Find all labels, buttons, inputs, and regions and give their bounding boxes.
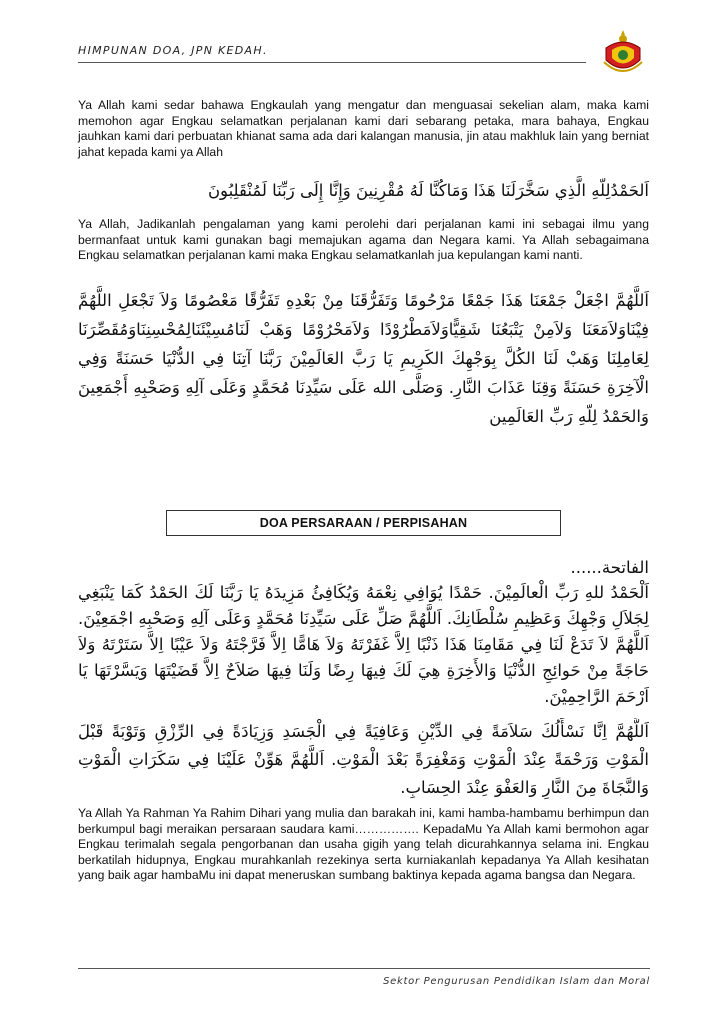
footer-divider	[78, 968, 650, 969]
farewell-prayer-arabic: اَلْحَمْدُ للهِ رَبِّ الْعالَمِيْنَ. حَمْدًا يُوَافِي نِعْمَهُ وَيُكَافِئُ مَزِيدَهُ يَا رَبَّنَا لَكَ الحَمْدُ كَمَا يَنْبَغِي لِجَلاَلِ وَجْهِكَ وَعَظِيمِ سُلْطَانِكَ. اَللَّهُمَّ صَلِّ عَلَى سَيِّدِنَا مُحَمَّدٍ وَعَلَى آلِهِ وَصَحْبِهِ اجْمَعِيْنَ. اَللَّهُمَّ لاَ تَدَعْ لَنَا فِي مَقَامِنَا هَذَا ذَنْبًا اِلاَّ غَفَرْتَهُ وَلاَ هَامًّا اِلاَّ فَرَّجْتَهُ وَلاَ عَيْبًا اِلاَّ سَتَرْتَهُ وَلاَ حَاجَةً مِنْ حَوائِجِ الدُّنْيَا وَالأَخِرَةِ هِيَ لَكَ فِيهَا رِضًا وَلَنَا فِيهَا صَلاَحٌ اِلاَّ قَضَيْتَهَا وَيَسَّرْتَهَا يَا اَرْحَمَ الرَّاحِمِيْنَ.	[78, 583, 649, 706]
header-divider	[78, 62, 586, 63]
document-header-title: HIMPUNAN DOA, JPN KEDAH.	[78, 44, 268, 57]
farewell-section-heading: DOA PERSARAAN / PERPISAHAN	[166, 510, 561, 536]
journey-prayer-arabic: اَللَّهُمَّ اجْعَلْ جَمْعَنَا هَذَا جَمْعًا مَرْحُومًا وَتَفَرُّقَنَا مِنْ بَعْدِهِ تَفَرُّقًا مَعْصُومًا وَلاَ تَجْعَلِ اللَّهُمَّ فِيْنَاوَلاَمَعَنَا وَلاَمِنْ يَتْبَعُنَا شَقِيًّاوَلاَمَطْرُوْدًا وَلاَمَحْرُوْمًا وَهَبْ لَنَامُسِيْئَنَالِمُحْسِنِنَاوَمُقَصِّرَنَا لِعَامِلِنَا وَهَبْ لَنَا الكُلَّ بِوَجْهِكَ الكَرِيمِ يَا رَبَّ العَالَمِيْنَ رَبَّنَا آتِنَا فِي الدُّنْيَا حَسَنَةً وَفِي الْآخِرَةِ حَسَنَةً وَقِنَا عَذَابَ النَّارِ. وَصَلَّى الله عَلَى سَيِّدِنَا مُحَمَّدٍ وَعَلَى آلِهِ وَصَحْبِهِ أَجْمَعِينَ وَالحَمْدُ لِلّهِ رَبِّ العَالَمِين	[78, 291, 649, 426]
footer-sector-name: Sektor Pengurusan Pendidikan Islam dan Moral	[383, 976, 650, 987]
closing-paragraph: Ya Allah Ya Rahman Ya Rahim Dihari yang mulia dan barakah ini, kami hamba-hambamu berhimpun dan berkumpul bagi meraikan persaraan saudara kami……………. KepadaMu Ya Allah kami bermohon agar Engkau terimalah segala pengorbanan dan usaha gigih yang telah dicurahkannya selama ini. Engkau berkatilah hidupnya, Engkau murahkanlah rezekinya serta kurniakanlah kepadanya Ya Allah kesihatan yang baik agar hambaMu ini dapat meneruskan sumbang baktinya kepada agama bangsa dan Negara.	[78, 806, 649, 882]
health-prayer-arabic: اَللَّهُمَّ اِنَّا نَسْأَلُكَ سَلاَمَةً فِي الدِّيْنِ وَعَافِيَةً فِي الْجَسَدِ وَزِيَادَةً فِي الرِّزْقِ وَتَوْبَةً قَبْلَ الْمَوْتِ وَرَحْمَةً عِنْدَ الْمَوْتِ وَمَغْفِرَةً بَعْدَ الْمَوْتِ. اَللَّهُمَّ هَوِّنْ عَلَيْنَا فِي سَكَرَاتِ الْمَوْتِ وَالنَّجَاةَ مِنَ النَّارِ وَالعَفْوَ عِنْدَ الحِسَابِ.	[78, 722, 649, 797]
fatihah-label: الفاتحة......	[570, 558, 649, 577]
journey-paragraph: Ya Allah, Jadikanlah pengalaman yang kami perolehi dari perjalanan kami ini sebagai ilmu yang bermanfaat untuk kami gunakan bagi memajukan agama dan Negara kami. Ya Allah sebagaimana Engkau selamatkan perjalanan kami maka Engkau selamatkanlah jua kepulangan kami nanti.	[78, 217, 649, 262]
intro-paragraph: Ya Allah kami sedar bahawa Engkaulah yang mengatur dan menguasai sekelian alam, maka kami memohon agar Engkau selamatkan perjalanan kami dari sebarang petaka, mara bahaya, Engkau jauhkan kami dari perbuatan khianat sama ada dari kalangan manusia, jin atau makhluk lain yang berniat jahat kepada kami ya Allah	[78, 98, 649, 159]
state-crest-icon	[600, 26, 646, 80]
travel-prayer-arabic: اَلحَمْدُلِلّهِ الَّذِي سَخَّرَلَنَا هَذَا وَمَاكُنَّا لَهُ مُقْرِنِينَ وَإِنَّا إِلَى رَبِّنَا لَمُنْقَلِبُونَ	[207, 181, 649, 200]
